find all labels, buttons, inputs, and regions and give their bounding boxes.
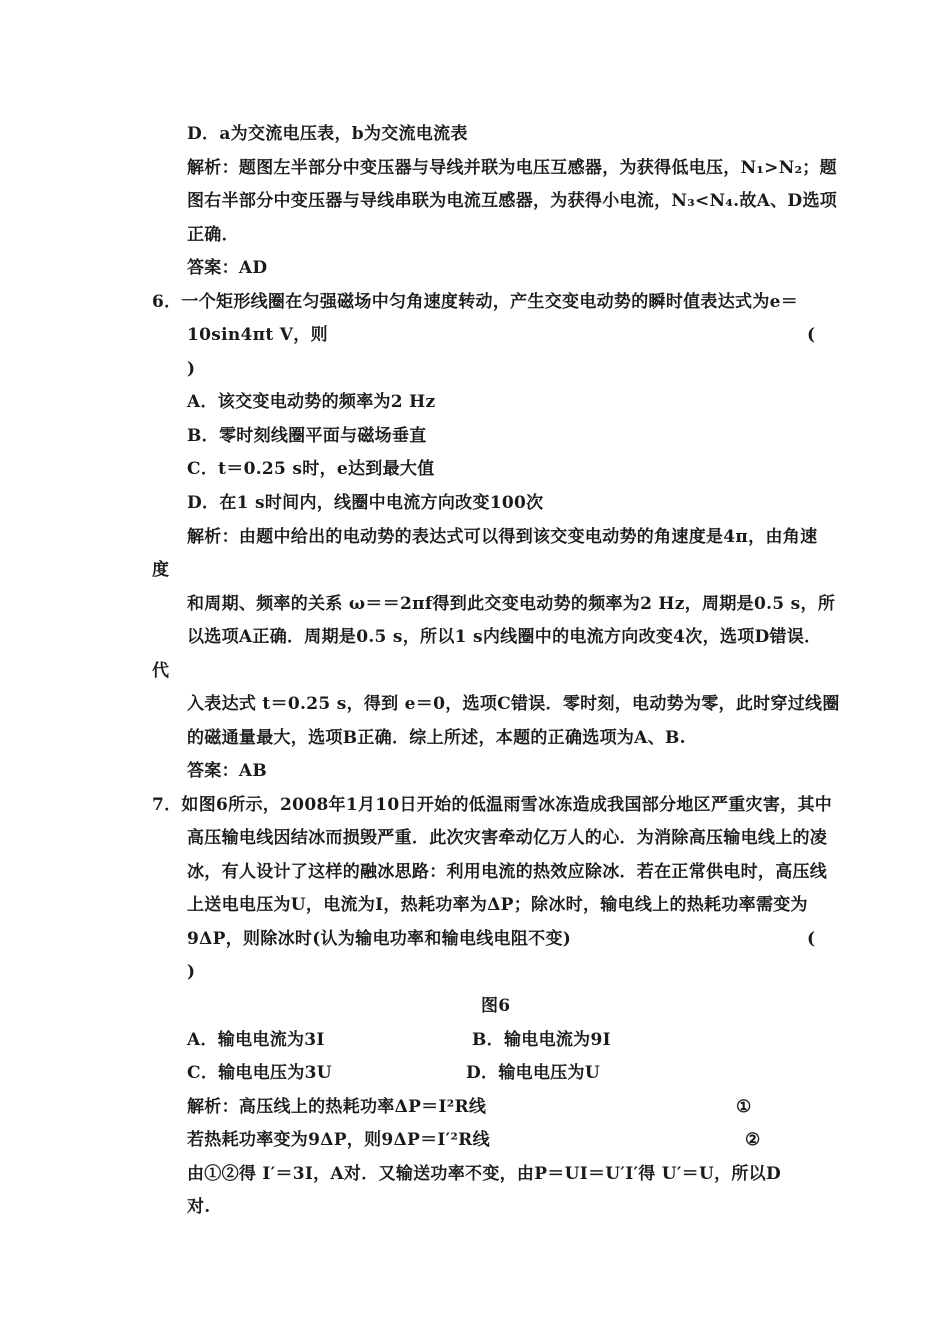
option-a: A．输电电流为3I: [187, 1030, 325, 1050]
figure-caption: 图6: [481, 996, 511, 1016]
question-7-stem: 7．如图6所示，2008年1月10日开始的低温雨雪冰冻造成我国部分地区严重灾害，其中: [152, 795, 833, 815]
option-c: C．输电电压为3U: [187, 1063, 332, 1083]
option-d: D．输电电压为U: [466, 1063, 600, 1083]
text-line: 解析：题图左半部分中变压器与导线并联为电压互感器，为获得低电压，N₁>N₂；题: [187, 158, 837, 178]
text-line: 和周期、频率的关系 ω＝＝2πf得到此交变电动势的频率为2 Hz，周期是0.5 s，所: [187, 594, 836, 614]
text-line: D．a为交流电压表，b为交流电流表: [187, 124, 468, 144]
text-line: 若热耗功率变为9ΔP，则9ΔP＝I′²R线: [187, 1130, 490, 1150]
text-line: 代: [152, 661, 170, 681]
text-line: 10sin4πt V，则: [187, 325, 328, 345]
option-b: B．输电电流为9I: [472, 1030, 611, 1050]
answer-paren-close: ): [187, 359, 196, 379]
text-line: 答案：AB: [187, 761, 268, 781]
equation-marker-1: ①: [736, 1097, 752, 1117]
option-a: A．该交变电动势的频率为2 Hz: [187, 392, 436, 412]
answer-paren-close: ): [187, 962, 196, 982]
text-line: 冰，有人设计了这样的融冰思路：利用电流的热效应除冰．若在正常供电时，高压线: [187, 862, 828, 882]
text-line: 以选项A正确．周期是0.5 s，所以1 s内线圈中的电流方向改变4次，选项D错误．: [187, 627, 822, 647]
text-line: 图右半部分中变压器与导线串联为电流互感器，为获得小电流，N₃<N₄.故A、D选项: [187, 191, 838, 211]
answer-paren-open: (: [807, 325, 816, 345]
text-line: 解析：由题中给出的电动势的表达式可以得到该交变电动势的角速度是4π，由角速: [187, 527, 818, 547]
equation-marker-2: ②: [745, 1130, 761, 1150]
option-c: C．t＝0.25 s时，e达到最大值: [187, 459, 435, 479]
text-line: 解析：高压线上的热耗功率ΔP＝I²R线: [187, 1097, 487, 1117]
text-line: 9ΔP，则除冰时(认为输电功率和输电线电阻不变): [187, 929, 572, 949]
option-b: B．零时刻线圈平面与磁场垂直: [187, 426, 427, 446]
answer-paren-open: (: [807, 929, 816, 949]
option-d: D．在1 s时间内，线圈中电流方向改变100次: [187, 493, 544, 513]
text-line: 正确．: [187, 225, 239, 245]
text-line: 由①②得 I′＝3I，A对．又输送功率不变，由P＝UI＝U′I′得 U′＝U，所以D: [187, 1164, 782, 1184]
text-line: 答案：AD: [187, 258, 268, 278]
text-line: 的磁通量最大，选项B正确．综上所述，本题的正确选项为A、B.: [187, 728, 686, 748]
text-line: 高压输电线因结冰而损毁严重．此次灾害牵动亿万人的心．为消除高压输电线上的凌: [187, 828, 828, 848]
question-6-stem: 6．一个矩形线圈在匀强磁场中匀角速度转动，产生交变电动势的瞬时值表达式为e＝: [152, 292, 799, 312]
text-line: 度: [152, 560, 170, 580]
text-line: 入表达式 t＝0.25 s，得到 e＝0，选项C错误．零时刻，电动势为零，此时穿过线圈: [187, 694, 840, 714]
text-line: 对.: [187, 1197, 211, 1217]
text-line: 上送电电压为U，电流为I，热耗功率为ΔP；除冰时，输电线上的热耗功率需变为: [187, 895, 808, 915]
